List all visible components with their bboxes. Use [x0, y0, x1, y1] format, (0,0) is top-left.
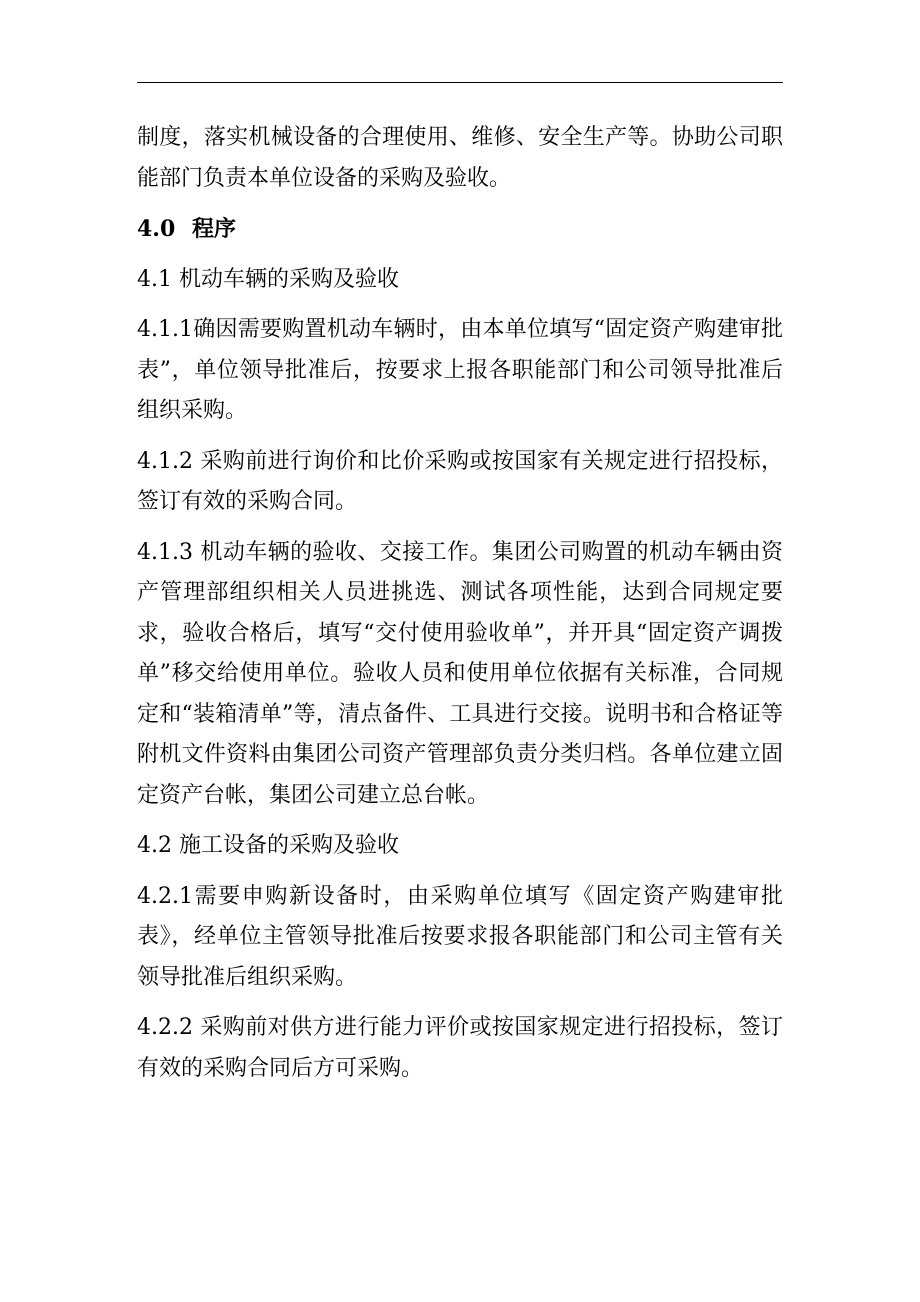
- paragraph-intro: 制度，落实机械设备的合理使用、维修、安全生产等。协助公司职能部门负责本单位设备的采购及验收。: [137, 125, 783, 191]
- section-heading-title: 程序: [192, 216, 237, 242]
- paragraph-4-2-1: 4.2.1需要申购新设备时，由采购单位填写《固定资产购建审批表》，经单位主管领导批准后按要求报各职能部门和公司主管有关领导批准后组织采购。: [137, 883, 783, 990]
- paragraph-4-2-2: 4.2.2 采购前对供方进行能力评价或按国家规定进行招投标，签订有效的采购合同后方可采购。: [137, 1015, 783, 1081]
- section-heading-number: 4.0: [137, 216, 176, 242]
- paragraph-4-1-1: 4.1.1确因需要购置机动车辆时，由本单位填写“固定资产购建审批表”，单位领导批准后，按要求上报各职能部门和公司领导批准后组织采购。: [137, 317, 783, 423]
- subsection-heading-4-2: 4.2 施工设备的采购及验收: [137, 833, 399, 858]
- header-rule: [137, 82, 783, 83]
- document-body: [137, 118, 783, 1099]
- section-heading: [137, 209, 783, 250]
- subsection-heading-4-1: 4.1 机动车辆的采购及验收: [137, 266, 399, 292]
- paragraph-4-1-2: 4.1.2 采购前进行询价和比价采购或按国家有关规定进行招投标，签订有效的采购合同。: [137, 448, 783, 514]
- paragraph-4-1-3: 4.1.3 机动车辆的验收、交接工作。集团公司购置的机动车辆由资产管理部组织相关人员进挑选、测试各项性能，达到合同规定要求，验收合格后，填写“交付使用验收单”，并开具“固定资产调拨单”移交给使用单位。验收人员和使用单位依据有关标准，合同规定和“装箱清单”等，清点备件、工具进行交接。说明书和合格证等附机文件资料由集团公司资产管理部负责分类归档。各单位建立固定资产台帐，集团公司建立总台帐。: [137, 539, 783, 808]
